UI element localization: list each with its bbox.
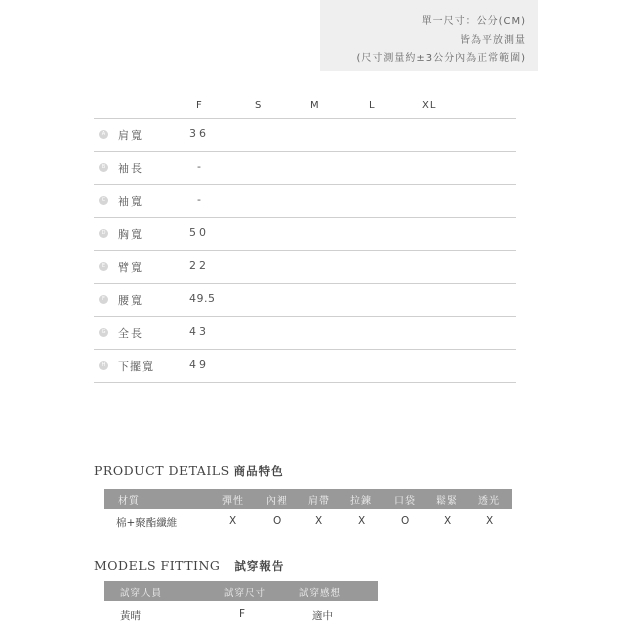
header-fit-size: 試穿尺寸: [224, 588, 267, 599]
value-elasticity: X: [229, 515, 237, 527]
row-value: 49.5: [189, 292, 216, 305]
note-method: 皆為平放測量: [460, 35, 526, 46]
row-badge: C: [99, 196, 108, 205]
row-label: 腰寬: [118, 294, 144, 307]
header-elastic: 鬆緊: [436, 496, 458, 507]
row-badge: H: [99, 361, 108, 370]
product-details-title-en: PRODUCT DETAILS: [94, 463, 230, 478]
value-elastic: X: [444, 515, 452, 527]
row-label: 臂寬: [118, 261, 144, 274]
row-badge: D: [99, 229, 108, 238]
product-details-title: [94, 463, 284, 479]
header-strap: 肩帶: [308, 496, 330, 507]
row-badge: A: [99, 130, 108, 139]
row-label: 袖長: [118, 162, 144, 175]
size-xl: XL: [422, 100, 437, 111]
value-material: 棉+聚酯纖維: [116, 517, 178, 529]
row-value: 49: [189, 358, 209, 371]
value-lining: O: [273, 515, 282, 527]
table-row: [94, 185, 516, 218]
row-value: 22: [189, 259, 209, 272]
size-m: M: [310, 100, 320, 111]
table-row: [94, 251, 516, 284]
models-fitting-header: [104, 581, 378, 601]
size-f: F: [196, 100, 203, 111]
table-row: [94, 152, 516, 185]
header-zipper: 拉鍊: [350, 496, 372, 507]
models-fitting-title: [94, 558, 284, 574]
table-row: [94, 284, 516, 317]
product-details-title-zh: 商品特色: [233, 464, 284, 478]
row-value: -: [197, 193, 204, 206]
header-transparency: 透光: [478, 496, 500, 507]
header-fit-feeling: 試穿感想: [299, 588, 342, 599]
header-model: 試穿人員: [120, 588, 163, 599]
note-tolerance: (尺寸測量約±3公分內為正常範圍): [356, 53, 526, 64]
row-label: 全長: [118, 327, 144, 340]
row-value: -: [197, 160, 204, 173]
row-label: 胸寬: [118, 228, 144, 241]
table-row: [94, 317, 516, 350]
measurement-note: [320, 0, 538, 71]
row-badge: F: [99, 295, 108, 304]
value-pocket: O: [401, 515, 410, 527]
row-badge: B: [99, 163, 108, 172]
value-fit-size: F: [239, 608, 246, 620]
models-fitting-title-en: MODELS FITTING: [94, 558, 221, 573]
size-s: S: [255, 100, 263, 111]
row-value: 50: [189, 226, 209, 239]
table-row: [94, 119, 516, 152]
value-transparency: X: [486, 515, 494, 527]
row-label: 肩寬: [118, 129, 144, 142]
product-details-header: [104, 489, 512, 509]
value-strap: X: [315, 515, 323, 527]
size-l: L: [369, 100, 376, 111]
header-pocket: 口袋: [394, 496, 416, 507]
models-fitting-title-zh: 試穿報告: [234, 559, 285, 573]
row-badge: E: [99, 262, 108, 271]
row-value: 36: [189, 127, 209, 140]
header-material: 材質: [118, 496, 140, 507]
value-model: 黃晴: [120, 610, 141, 622]
header-elasticity: 彈性: [222, 496, 244, 507]
header-lining: 內裡: [266, 496, 288, 507]
value-zipper: X: [358, 515, 366, 527]
row-badge: G: [99, 328, 108, 337]
row-value: 43: [189, 325, 209, 338]
note-unit: 單一尺寸：公分(CM): [421, 16, 526, 27]
table-row: [94, 218, 516, 251]
row-label: 下擺寬: [118, 360, 154, 373]
value-fit-feeling: 適中: [312, 610, 333, 622]
table-row: [94, 350, 516, 383]
row-label: 袖寬: [118, 195, 144, 208]
